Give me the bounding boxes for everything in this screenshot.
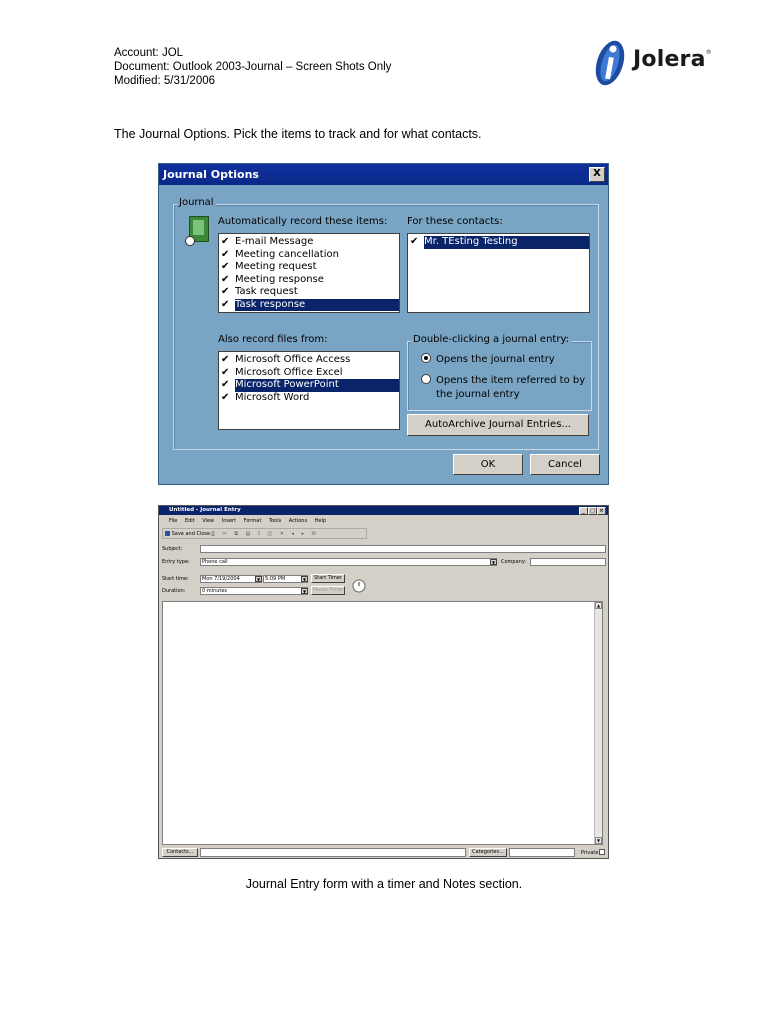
double-click-label: Double-clicking a journal entry: — [413, 334, 570, 345]
list-item[interactable]: ✔ Microsoft Word — [221, 391, 310, 403]
scroll-up-icon[interactable]: ▲ — [596, 603, 601, 608]
maximize-icon[interactable]: □ — [588, 507, 597, 515]
check-icon[interactable]: ✔ — [221, 286, 230, 297]
auto-record-list[interactable] — [218, 233, 400, 313]
jolera-logo-text: Jolera® — [633, 47, 712, 72]
list-item[interactable]: ✔ Meeting response — [221, 273, 324, 285]
categories-button[interactable]: Categories... — [469, 848, 507, 857]
menu-tools[interactable]: Tools — [268, 518, 282, 524]
menu-help[interactable]: Help — [314, 518, 327, 524]
radio-icon[interactable] — [421, 374, 431, 384]
contacts-label: For these contacts: — [407, 216, 503, 227]
check-icon[interactable]: ✔ — [221, 366, 230, 378]
autoarchive-button[interactable]: AutoArchive Journal Entries... — [407, 414, 589, 436]
categories-input[interactable] — [509, 848, 575, 857]
also-record-label: Also record files from: — [218, 334, 328, 345]
start-time-input[interactable]: 5:09 PM — [263, 575, 308, 583]
scroll-down-icon[interactable]: ▼ — [596, 838, 601, 843]
list-item[interactable]: ✔ Microsoft Office Excel — [221, 366, 343, 378]
start-time-label: Start time: — [162, 576, 189, 582]
check-icon[interactable]: ✔ — [221, 298, 230, 310]
start-date-input[interactable]: Mon 7/19/2004 — [200, 575, 262, 583]
list-item[interactable]: ✔ Meeting cancellation — [221, 248, 339, 260]
private-label: Private — [581, 850, 599, 856]
pause-timer-button[interactable]: Pause Timer — [312, 587, 344, 593]
journal-options-dialog — [158, 163, 609, 485]
journal-entry-window — [158, 505, 609, 859]
entry-type-select[interactable]: Phone call — [200, 558, 497, 566]
company-label: Company: — [501, 559, 527, 565]
menu-edit[interactable]: Edit — [184, 518, 195, 524]
subject-input[interactable] — [200, 545, 606, 553]
contacts-button[interactable]: Contacts... — [162, 848, 198, 857]
menu-format[interactable]: Format — [243, 518, 262, 524]
radio-open-item-line2: the journal entry — [436, 389, 520, 400]
ok-button[interactable]: OK — [453, 454, 523, 475]
caption-journal-options: The Journal Options. Pick the items to track and for what contacts. — [114, 127, 482, 141]
journal-group-label: Journal — [179, 197, 214, 208]
check-icon[interactable]: ✔ — [221, 354, 230, 365]
save-close-button[interactable]: Save and Close — [165, 531, 210, 537]
list-item-selected[interactable]: ✔ Task response — [219, 299, 399, 312]
window-title-bar — [159, 506, 608, 515]
dialog-title-bar — [159, 164, 608, 185]
duration-select[interactable]: 0 minutes — [200, 587, 308, 595]
jolera-logo-mark-icon — [590, 33, 634, 89]
close-icon[interactable]: × — [597, 507, 606, 515]
start-date-dropdown-icon[interactable]: ▼ — [256, 577, 261, 582]
auto-record-label: Automatically record these items: — [218, 216, 388, 227]
radio-open-item[interactable]: Opens the item referred to by — [421, 374, 585, 386]
start-time-dropdown-icon[interactable]: ▼ — [302, 577, 307, 582]
check-icon[interactable]: ✔ — [221, 248, 230, 260]
caption-journal-entry: Journal Entry form with a timer and Notes section. — [245, 877, 523, 891]
check-icon[interactable]: ✔ — [221, 236, 230, 247]
contacts-list[interactable] — [407, 233, 590, 313]
list-item[interactable]: ✔ E-mail Message — [221, 236, 314, 247]
notes-area[interactable] — [162, 601, 603, 845]
check-icon[interactable]: ✔ — [410, 236, 419, 247]
check-icon[interactable]: ✔ — [221, 273, 230, 285]
clock-icon — [352, 579, 366, 593]
company-input[interactable] — [530, 558, 606, 566]
contacts-input[interactable] — [200, 848, 466, 857]
check-icon[interactable]: ✔ — [221, 261, 230, 272]
journal-clock-icon — [185, 236, 195, 246]
check-icon[interactable]: ✔ — [221, 391, 230, 403]
document-line: Document: Outlook 2003-Journal – Screen Shots Only — [114, 61, 392, 73]
menu-file[interactable]: File — [169, 518, 178, 524]
files-list[interactable] — [218, 351, 400, 430]
menu-actions[interactable]: Actions — [288, 518, 308, 524]
entry-type-dropdown-icon[interactable]: ▼ — [491, 560, 496, 565]
list-item[interactable]: ✔ Microsoft Office Access — [221, 354, 351, 365]
list-item-selected[interactable]: ✔ Mr. TEsting Testing — [408, 236, 589, 249]
account-line: Account: JOL — [114, 47, 184, 59]
notes-scrollbar[interactable] — [594, 602, 602, 844]
list-item[interactable]: ✔ Meeting request — [221, 261, 317, 272]
toolbar-icons[interactable]: ⎙ ✂ ⧉ ▤ 𝕀 ◫ ✕ ◂ ▸ ✉ — [211, 531, 319, 537]
minimize-icon[interactable]: _ — [579, 507, 588, 515]
cancel-button[interactable]: Cancel — [530, 454, 600, 475]
window-title: Untitled - Journal Entry — [169, 507, 241, 513]
check-icon[interactable]: ✔ — [221, 379, 230, 390]
list-item[interactable]: ✔ Task request — [221, 286, 298, 297]
jolera-logo — [590, 33, 730, 89]
dialog-title: Journal Options — [163, 168, 259, 181]
close-button[interactable]: X — [589, 167, 605, 182]
list-item-selected[interactable]: ✔ Microsoft PowerPoint — [219, 379, 399, 392]
save-icon — [165, 531, 170, 536]
toolbar — [162, 528, 367, 539]
radio-open-entry[interactable]: Opens the journal entry — [421, 353, 555, 365]
document-header — [114, 46, 391, 88]
start-timer-button[interactable]: Start Timer — [311, 574, 345, 583]
entry-type-label: Entry type: — [162, 559, 190, 565]
duration-dropdown-icon[interactable]: ▼ — [302, 589, 307, 594]
private-checkbox[interactable] — [599, 849, 605, 855]
modified-line: Modified: 5/31/2006 — [114, 75, 216, 87]
radio-selected-icon[interactable] — [421, 353, 431, 363]
duration-label: Duration: — [162, 588, 186, 594]
menu-view[interactable]: View — [202, 518, 215, 524]
menu-bar — [169, 518, 332, 524]
menu-insert[interactable]: Insert — [221, 518, 237, 524]
subject-label: Subject: — [162, 546, 183, 552]
